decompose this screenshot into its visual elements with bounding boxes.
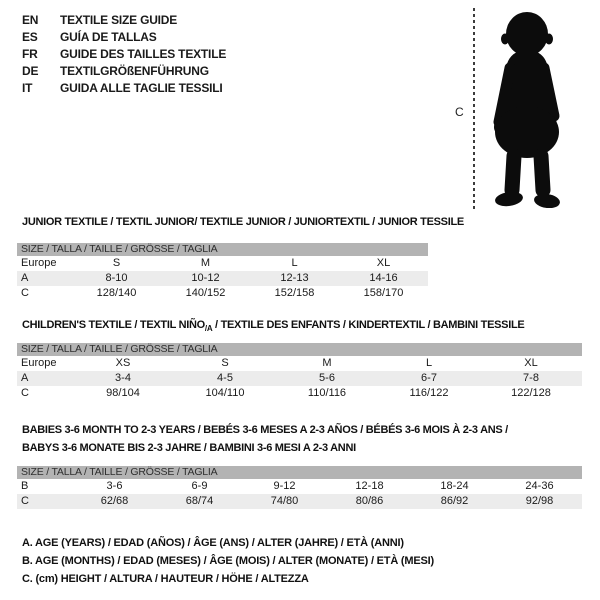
height-cell: 152/158 — [274, 287, 315, 299]
language-row-en — [22, 12, 226, 29]
age-cell: 14-16 — [369, 272, 398, 284]
height-cell: 128/140 — [96, 287, 137, 299]
height-cell: 104/110 — [205, 387, 245, 399]
height-cell: 110/116 — [307, 387, 347, 399]
row-label: C — [21, 495, 29, 507]
row-label: A — [21, 272, 29, 284]
age-cell: 5-6 — [319, 372, 335, 384]
age-cell: 3-4 — [115, 372, 131, 384]
language-title: GUIDA ALLE TAGLIE TESSILI — [60, 81, 223, 95]
table-row — [17, 479, 582, 494]
size-cell: L — [425, 357, 433, 369]
height-measure-label: C — [455, 105, 464, 119]
legend-height-cm: C. (cm) HEIGHT / ALTURA / HAUTEUR / HÖHE / ALTEZZA — [22, 573, 309, 585]
height-cell: 86/92 — [440, 495, 469, 507]
age-cell: 7-8 — [523, 372, 539, 384]
height-cell: 158/170 — [363, 287, 404, 299]
age-cell: 12-13 — [280, 272, 309, 284]
age-cell: 12-18 — [355, 480, 384, 492]
size-cell: L — [291, 257, 298, 269]
height-cell: 74/80 — [270, 495, 299, 507]
age-cell: 18-24 — [440, 480, 469, 492]
measurement-legend — [22, 534, 434, 588]
language-row-it — [22, 80, 226, 97]
height-cell: 62/68 — [100, 495, 129, 507]
title-line: BABIES 3-6 MONTH TO 2-3 YEARS / BEBÉS 3-6 MESES A 2-3 AÑOS / BÉBÉS 3-6 MOIS À 2-3 ANS / — [22, 424, 508, 436]
language-row-de — [22, 63, 226, 80]
table-row — [17, 356, 582, 371]
language-code: FR — [22, 47, 38, 61]
title-part: / TEXTILE DES ENFANTS / KINDERTEXTIL / BAMBINI TESSILE — [212, 319, 525, 331]
age-cell: 8-10 — [105, 272, 128, 284]
table-row — [17, 256, 428, 271]
table-row — [17, 386, 582, 401]
row-label: Europe — [21, 257, 57, 269]
title-subscript: /A — [204, 324, 213, 334]
size-header-bar: SIZE / TALLA / TAILLE / GRÖSSE / TAGLIA — [17, 343, 582, 356]
row-label: C — [21, 387, 29, 399]
table-row — [17, 494, 582, 509]
language-title: GUÍA DE TALLAS — [60, 30, 157, 44]
row-label: Europe — [21, 357, 57, 369]
height-cell: 68/74 — [185, 495, 214, 507]
size-cell: XS — [115, 357, 131, 369]
title-part: CHILDREN'S TEXTILE / TEXTIL NIÑO — [22, 319, 205, 331]
size-cell: XL — [524, 357, 538, 369]
toddler-silhouette — [486, 10, 568, 208]
language-code: ES — [22, 30, 38, 44]
language-title: TEXTILE SIZE GUIDE — [60, 13, 178, 27]
size-header-bar: SIZE / TALLA / TAILLE / GRÖSSE / TAGLIA — [17, 243, 428, 256]
height-dashed-line — [473, 8, 475, 210]
junior-table-title: JUNIOR TEXTILE / TEXTIL JUNIOR/ TEXTILE JUNIOR / JUNIORTEXTIL / JUNIOR TESSILE — [22, 216, 464, 228]
height-cell: 92/98 — [525, 495, 554, 507]
babies-table-title — [22, 424, 508, 455]
size-cell: S — [112, 257, 121, 269]
size-cell: M — [322, 357, 332, 369]
language-row-fr — [22, 46, 226, 63]
size-cell: M — [200, 257, 211, 269]
row-label: A — [21, 372, 29, 384]
height-cell: 122/128 — [511, 387, 551, 399]
table-row — [17, 371, 582, 386]
row-label: C — [21, 287, 29, 299]
age-cell: 6-7 — [421, 372, 437, 384]
height-cell: 80/86 — [355, 495, 384, 507]
size-header-bar: SIZE / TALLA / TAILLE / GRÖSSE / TAGLIA — [17, 466, 582, 479]
height-cell: 98/104 — [106, 387, 140, 399]
age-cell: 6-9 — [191, 480, 208, 492]
size-cell: XL — [376, 257, 391, 269]
legend-age-months: B. AGE (MONTHS) / EDAD (MESES) / ÂGE (MOIS) / ALTER (MONATE) / ETÀ (MESI) — [22, 555, 434, 567]
table-row — [17, 286, 428, 301]
children-size-table — [17, 343, 582, 401]
age-cell: 9-12 — [273, 480, 296, 492]
language-title: GUIDE DES TAILLES TEXTILE — [60, 47, 227, 61]
age-cell: 4-5 — [217, 372, 233, 384]
language-title: TEXTILGRÖßENFÜHRUNG — [60, 64, 209, 78]
height-cell: 116/122 — [409, 387, 449, 399]
language-code: EN — [22, 13, 39, 27]
size-cell: S — [221, 357, 229, 369]
age-cell: 3-6 — [106, 480, 123, 492]
table-row — [17, 271, 428, 286]
row-label: B — [21, 480, 29, 492]
age-cell: 10-12 — [191, 272, 220, 284]
junior-size-table — [17, 243, 428, 301]
language-code: DE — [22, 64, 39, 78]
children-table-title — [22, 319, 524, 335]
age-cell: 24-36 — [525, 480, 554, 492]
title-line: BABYS 3-6 MONATE BIS 2-3 JAHRE / BAMBINI 3-6 MESI A 2-3 ANNI — [22, 442, 356, 454]
legend-age-years: A. AGE (YEARS) / EDAD (AÑOS) / ÂGE (ANS) / ALTER (JAHRE) / ETÀ (ANNI) — [22, 537, 404, 549]
language-list — [22, 12, 226, 97]
babies-size-table — [17, 466, 582, 509]
language-code: IT — [22, 81, 33, 95]
height-cell: 140/152 — [185, 287, 226, 299]
language-row-es — [22, 29, 226, 46]
